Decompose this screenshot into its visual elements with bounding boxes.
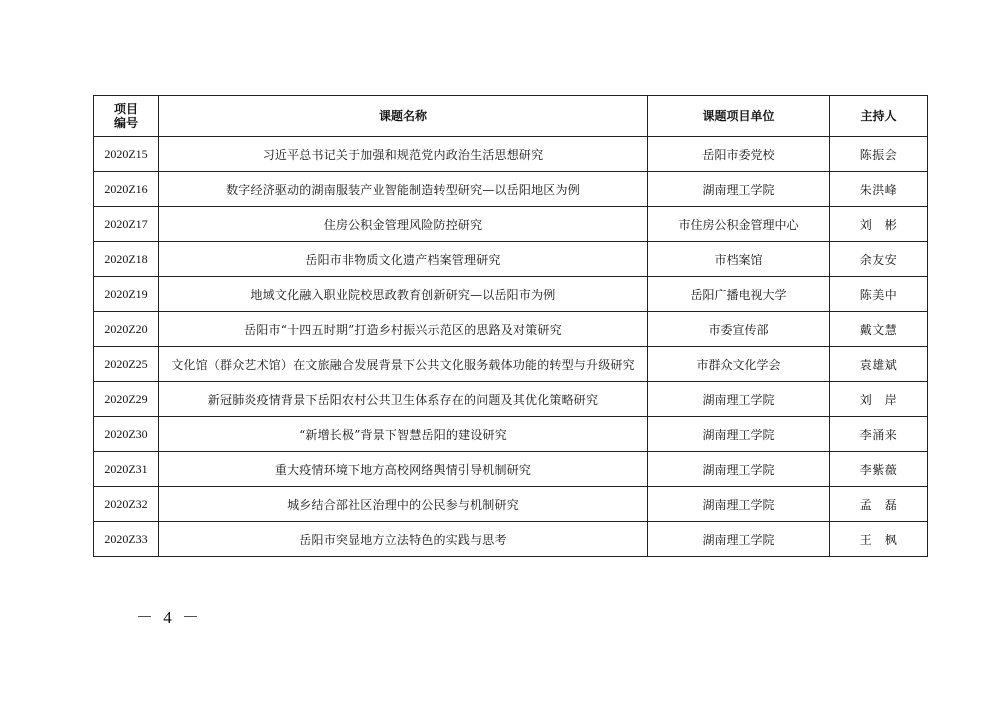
project-unit-cell: 市住房公积金管理中心 — [648, 207, 830, 242]
table-row — [94, 417, 928, 452]
project-code-cell: 2020Z32 — [94, 487, 159, 522]
project-unit-cell: 市档案馆 — [648, 242, 830, 277]
table-row — [94, 137, 928, 172]
project-title-cell: 住房公积金管理风险防控研究 — [159, 207, 648, 242]
table-body — [94, 137, 928, 557]
project-unit-cell: 湖南理工学院 — [648, 487, 830, 522]
project-code-cell: 2020Z15 — [94, 137, 159, 172]
project-host-cell: 陈振会 — [830, 137, 928, 172]
project-host-cell: 刘 岸 — [830, 382, 928, 417]
project-unit-cell: 湖南理工学院 — [648, 417, 830, 452]
project-code-cell: 2020Z20 — [94, 312, 159, 347]
project-title-cell: 地域文化融入职业院校思政教育创新研究—以岳阳市为例 — [159, 277, 648, 312]
project-title-cell: 习近平总书记关于加强和规范党内政治生活思想研究 — [159, 137, 648, 172]
project-title-cell: 城乡结合部社区治理中的公民参与机制研究 — [159, 487, 648, 522]
project-host-cell: 李涌来 — [830, 417, 928, 452]
project-title-cell: 文化馆（群众艺术馆）在文旅融合发展背景下公共文化服务载体功能的转型与升级研究 — [159, 347, 648, 382]
project-host-cell: 余友安 — [830, 242, 928, 277]
project-title-cell: 岳阳市非物质文化遗产档案管理研究 — [159, 242, 648, 277]
table-row — [94, 172, 928, 207]
project-host-cell: 陈美中 — [830, 277, 928, 312]
table-row — [94, 347, 928, 382]
header-project-unit: 课题项目单位 — [648, 96, 830, 137]
table-row — [94, 487, 928, 522]
page-number: － 4 － — [136, 608, 202, 627]
table-row — [94, 452, 928, 487]
project-unit-cell: 湖南理工学院 — [648, 382, 830, 417]
project-title-cell: 数字经济驱动的湖南服装产业智能制造转型研究—以岳阳地区为例 — [159, 172, 648, 207]
header-project-title: 课题名称 — [159, 96, 648, 137]
project-code-cell: 2020Z29 — [94, 382, 159, 417]
table-row — [94, 312, 928, 347]
header-project-host: 主持人 — [830, 96, 928, 137]
project-code-cell: 2020Z33 — [94, 522, 159, 557]
project-title-cell: 岳阳市“十四五时期”打造乡村振兴示范区的思路及对策研究 — [159, 312, 648, 347]
project-host-cell: 戴文慧 — [830, 312, 928, 347]
table-row — [94, 242, 928, 277]
header-project-code — [94, 96, 159, 137]
project-table — [93, 95, 928, 557]
project-host-cell: 刘 彬 — [830, 207, 928, 242]
table-row — [94, 522, 928, 557]
project-title-cell: 新冠肺炎疫情背景下岳阳农村公共卫生体系存在的问题及其优化策略研究 — [159, 382, 648, 417]
project-host-cell: 朱洪峰 — [830, 172, 928, 207]
project-host-cell: 孟 磊 — [830, 487, 928, 522]
project-code-cell: 2020Z31 — [94, 452, 159, 487]
project-code-cell: 2020Z19 — [94, 277, 159, 312]
project-host-cell: 王 枫 — [830, 522, 928, 557]
project-title-cell: 岳阳市突显地方立法特色的实践与思考 — [159, 522, 648, 557]
project-code-cell: 2020Z30 — [94, 417, 159, 452]
table-row — [94, 277, 928, 312]
table-row — [94, 382, 928, 417]
table-header-row — [94, 96, 928, 137]
project-title-cell: 重大疫情环境下地方高校网络舆情引导机制研究 — [159, 452, 648, 487]
project-unit-cell: 岳阳市委党校 — [648, 137, 830, 172]
project-unit-cell: 湖南理工学院 — [648, 522, 830, 557]
project-unit-cell: 市委宣传部 — [648, 312, 830, 347]
table-row — [94, 207, 928, 242]
project-host-cell: 李紫薇 — [830, 452, 928, 487]
project-code-cell: 2020Z16 — [94, 172, 159, 207]
header-code-line1: 项目 — [113, 102, 138, 116]
project-code-cell: 2020Z25 — [94, 347, 159, 382]
project-code-cell: 2020Z17 — [94, 207, 159, 242]
header-code-line2: 编号 — [113, 116, 138, 130]
project-unit-cell: 市群众文化学会 — [648, 347, 830, 382]
project-title-cell: “新增长极”背景下智慧岳阳的建设研究 — [159, 417, 648, 452]
project-unit-cell: 湖南理工学院 — [648, 172, 830, 207]
project-unit-cell: 湖南理工学院 — [648, 452, 830, 487]
project-host-cell: 袁雄斌 — [830, 347, 928, 382]
project-code-cell: 2020Z18 — [94, 242, 159, 277]
project-unit-cell: 岳阳广播电视大学 — [648, 277, 830, 312]
